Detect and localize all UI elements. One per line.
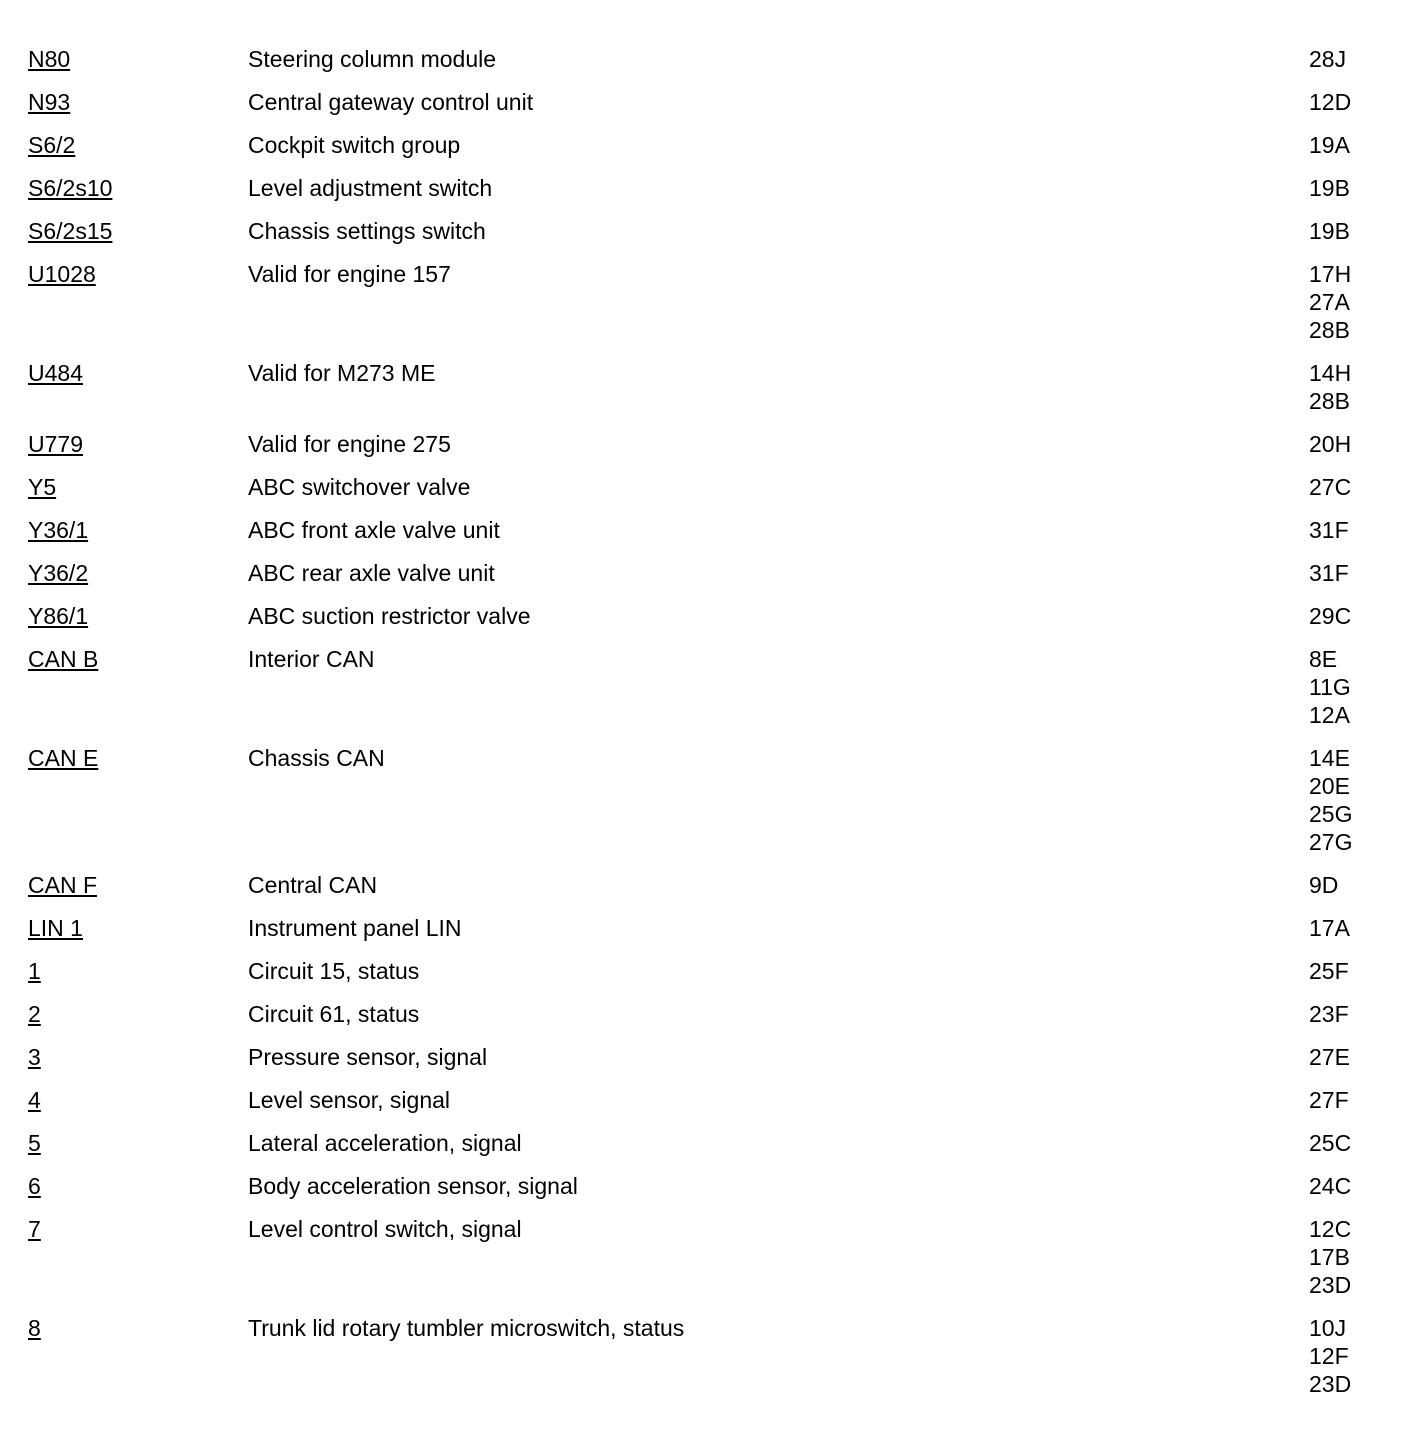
component-code-link[interactable]: 8 <box>28 1315 41 1341</box>
component-code-link[interactable]: N80 <box>28 46 71 72</box>
component-code-link[interactable]: S6/2s15 <box>28 218 113 244</box>
grid-reference-list <box>1309 744 1389 856</box>
component-code-link[interactable]: U1028 <box>28 261 96 287</box>
component-code-link[interactable]: Y36/1 <box>28 517 89 543</box>
grid-reference: 27A <box>1309 289 1350 315</box>
grid-reference: 27C <box>1309 474 1352 500</box>
component-description: Cockpit switch group <box>248 132 461 158</box>
component-description: Valid for M273 ME <box>248 360 436 386</box>
grid-reference: 25C <box>1309 1130 1352 1156</box>
component-code-link[interactable]: 3 <box>28 1044 41 1070</box>
component-code-link[interactable]: LIN 1 <box>28 915 83 941</box>
component-description: Central CAN <box>248 872 378 898</box>
grid-reference: 25F <box>1309 958 1349 984</box>
grid-reference-list <box>1309 957 1389 985</box>
component-description: Level control switch, signal <box>248 1216 522 1242</box>
component-description: Instrument panel LIN <box>248 915 462 941</box>
grid-reference-list <box>1309 131 1389 159</box>
grid-reference: 24C <box>1309 1173 1352 1199</box>
component-description: ABC suction restrictor valve <box>248 603 531 629</box>
component-description: Chassis CAN <box>248 745 385 771</box>
grid-reference-list <box>1309 559 1389 587</box>
component-code-link[interactable]: CAN E <box>28 745 99 771</box>
grid-reference-list <box>1309 88 1389 116</box>
component-description: ABC switchover valve <box>248 474 471 500</box>
grid-reference: 27F <box>1309 1087 1349 1113</box>
component-code-link[interactable]: S6/2s10 <box>28 175 113 201</box>
component-code-link[interactable]: 1 <box>28 958 41 984</box>
grid-reference: 29C <box>1309 603 1352 629</box>
grid-reference: 12F <box>1309 1343 1349 1369</box>
component-description: Valid for engine 275 <box>248 431 451 457</box>
grid-reference: 9D <box>1309 872 1339 898</box>
grid-reference: 23D <box>1309 1371 1352 1397</box>
grid-reference: 12C <box>1309 1216 1352 1242</box>
grid-reference-list <box>1309 1086 1389 1114</box>
component-description: Level adjustment switch <box>248 175 493 201</box>
grid-reference: 19B <box>1309 218 1350 244</box>
component-description: ABC rear axle valve unit <box>248 560 495 586</box>
grid-reference: 19B <box>1309 175 1350 201</box>
grid-reference-list <box>1309 1043 1389 1071</box>
component-description: Level sensor, signal <box>248 1087 451 1113</box>
grid-reference: 14E <box>1309 745 1350 771</box>
grid-reference: 27G <box>1309 829 1353 855</box>
component-description: Steering column module <box>248 46 497 72</box>
grid-reference: 20H <box>1309 431 1352 457</box>
grid-reference: 12D <box>1309 89 1352 115</box>
component-code-link[interactable]: N93 <box>28 89 71 115</box>
component-code-link[interactable]: U484 <box>28 360 83 386</box>
grid-reference: 19A <box>1309 132 1350 158</box>
grid-reference-list <box>1309 1129 1389 1157</box>
grid-reference: 31F <box>1309 560 1349 586</box>
grid-reference-list <box>1309 602 1389 630</box>
component-description: Chassis settings switch <box>248 218 486 244</box>
grid-reference: 17A <box>1309 915 1350 941</box>
grid-reference-list <box>1309 645 1389 729</box>
component-code-link[interactable]: 7 <box>28 1216 41 1242</box>
grid-reference-list <box>1309 473 1389 501</box>
grid-reference-list <box>1309 359 1389 415</box>
grid-reference: 14H <box>1309 360 1352 386</box>
component-description: Circuit 61, status <box>248 1001 420 1027</box>
component-code-link[interactable]: U779 <box>28 431 83 457</box>
component-code-link[interactable]: S6/2 <box>28 132 76 158</box>
grid-reference-list <box>1309 174 1389 202</box>
grid-reference: 8E <box>1309 646 1338 672</box>
grid-reference-list <box>1309 1215 1389 1299</box>
grid-reference-list <box>1309 871 1389 899</box>
component-description: Body acceleration sensor, signal <box>248 1173 578 1199</box>
grid-reference: 31F <box>1309 517 1349 543</box>
component-code-link[interactable]: 2 <box>28 1001 41 1027</box>
component-code-link[interactable]: Y5 <box>28 474 57 500</box>
grid-reference: 10J <box>1309 1315 1347 1341</box>
component-description: Trunk lid rotary tumbler microswitch, status <box>248 1315 685 1341</box>
component-code-link[interactable]: 5 <box>28 1130 41 1156</box>
grid-reference-list <box>1309 914 1389 942</box>
grid-reference: 17B <box>1309 1244 1350 1270</box>
component-code-link[interactable]: 6 <box>28 1173 41 1199</box>
grid-reference: 25G <box>1309 801 1353 827</box>
grid-reference: 28J <box>1309 46 1347 72</box>
grid-reference-list <box>1309 430 1389 458</box>
component-description: Central gateway control unit <box>248 89 534 115</box>
grid-reference: 28B <box>1309 388 1350 414</box>
component-description: Circuit 15, status <box>248 958 420 984</box>
grid-reference: 23F <box>1309 1001 1349 1027</box>
grid-reference: 27E <box>1309 1044 1350 1070</box>
component-code-link[interactable]: CAN B <box>28 646 99 672</box>
grid-reference-list <box>1309 45 1389 73</box>
component-description: Interior CAN <box>248 646 375 672</box>
grid-reference-list <box>1309 516 1389 544</box>
component-code-link[interactable]: Y86/1 <box>28 603 89 629</box>
grid-reference-list <box>1309 1314 1389 1398</box>
component-code-link[interactable]: CAN F <box>28 872 97 898</box>
grid-reference: 11G <box>1309 674 1351 700</box>
component-description: Lateral acceleration, signal <box>248 1130 522 1156</box>
component-code-link[interactable]: 4 <box>28 1087 41 1113</box>
grid-reference: 28B <box>1309 317 1350 343</box>
grid-reference-list <box>1309 1000 1389 1028</box>
component-description: Pressure sensor, signal <box>248 1044 488 1070</box>
grid-reference: 23D <box>1309 1272 1352 1298</box>
component-code-link[interactable]: Y36/2 <box>28 560 89 586</box>
grid-reference: 12A <box>1309 702 1350 728</box>
grid-reference-list <box>1309 217 1389 245</box>
grid-reference: 17H <box>1309 261 1352 287</box>
component-description: Valid for engine 157 <box>248 261 451 287</box>
grid-reference-list <box>1309 260 1389 344</box>
grid-reference-list <box>1309 1172 1389 1200</box>
component-description: ABC front axle valve unit <box>248 517 500 543</box>
grid-reference: 20E <box>1309 773 1350 799</box>
